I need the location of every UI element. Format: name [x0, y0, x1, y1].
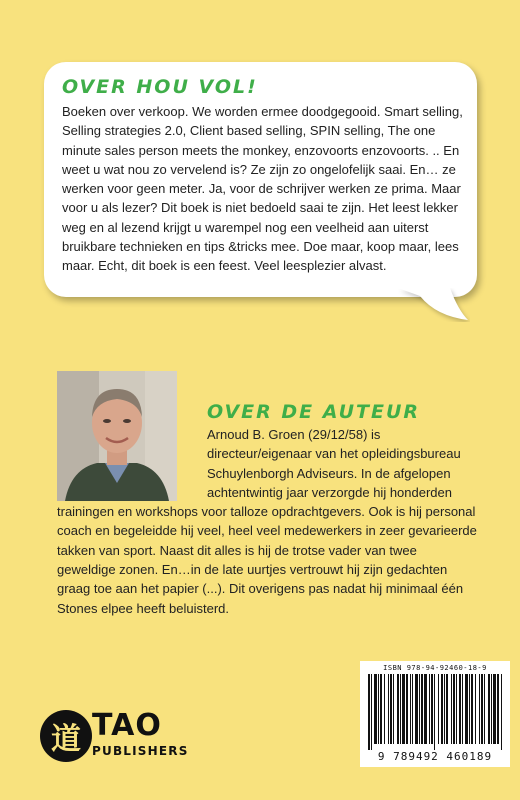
author-bio — [57, 425, 477, 618]
barcode-bar — [390, 674, 392, 744]
barcode-bar — [406, 674, 408, 744]
barcode-bar — [368, 674, 370, 750]
barcode-bar — [421, 674, 423, 744]
barcode-bar — [419, 674, 420, 744]
barcode-bar — [493, 674, 496, 744]
isbn-label: ISBN 978-94-92460-18-9 — [383, 664, 487, 672]
barcode-bar — [393, 674, 394, 744]
barcode-bar — [434, 674, 435, 750]
barcode-bar — [497, 674, 499, 744]
barcode-bar — [429, 674, 430, 744]
barcode-bar — [400, 674, 401, 744]
author-title: OVER DE AUTEUR — [207, 401, 421, 423]
isbn-barcode — [360, 661, 510, 767]
barcode-bar — [424, 674, 427, 744]
speech-bubble-tail — [398, 288, 470, 322]
author-bio-text: Arnoud B. Groen (29/12/58) is directeur/eigenaar van het opleidingsbureau Schuylenborgh Adviseurs. In de afgelopen achtentwintig jaar verzorgde hij honderden trainingen en workshops voor talloze opdrachtgevers. Ook is hij personal coach en begeleidde hij veel, heel veel medewerkers in zeer gevarieerde takken van sport. Naast dit alles is hij de trotse vader van twee geweldige zonen. En…in de late uurtjes vertrouwt hij zijn gedachten graag toe aan het papier (...). Dit overigens pas nadat hij minimaal één Stones elpee heeft beluisterd. — [57, 427, 477, 616]
barcode-bar — [479, 674, 480, 744]
barcode-bar — [397, 674, 399, 744]
publisher-subtitle: PUBLISHERS — [92, 744, 189, 758]
barcode-bar — [488, 674, 490, 744]
barcode-bar — [444, 674, 445, 744]
barcode-bar — [462, 674, 463, 744]
barcode-bar — [471, 674, 473, 744]
blurb-speech-bubble — [44, 62, 477, 297]
barcode-bar — [438, 674, 439, 744]
barcode-bar — [402, 674, 405, 744]
barcode-bar — [371, 674, 372, 750]
blurb-title: OVER HOU VOL! — [62, 76, 258, 98]
blurb-text: Boeken over verkoop. We worden ermee doodgegooid. Smart selling, Selling strategies 2.0, Client based selling, SPIN selling, The one minute sales person meets the monkey, enzovoorts enzovoorts. .. En weet u wat nou zo vervelend is? Ze zijn zo ongelofelijk saai. En… ze werken voor geen meter. Ja, voor de schrijver werken ze prima. Maar voor u als lezer? Dit boek is niet bedoeld saai te zijn. Het leest lekker weg en al lezend krijgt u warempel nog een veelheid aan uiterst bruikbare technieken en tips &tricks mee. Doe maar, koop maar, lees maar. Echt, dit boek is een feest. Veel leesplezier alvast. — [62, 104, 463, 274]
barcode-bar — [501, 674, 502, 750]
barcode-bar — [384, 674, 385, 744]
barcode-bar — [491, 674, 492, 744]
publisher-mark: 道 — [40, 710, 92, 762]
barcode-bar — [378, 674, 379, 744]
barcode-bar — [459, 674, 461, 744]
barcode-bar — [412, 674, 413, 744]
barcode-bars — [366, 674, 504, 750]
barcode-bar — [456, 674, 457, 744]
barcode-bar — [484, 674, 485, 744]
barcode-bar — [415, 674, 418, 744]
barcode-bar — [469, 674, 470, 744]
barcode-bar — [481, 674, 483, 744]
barcode-bar — [453, 674, 455, 744]
barcode-bar — [431, 674, 433, 744]
barcode-number: 9 789492 460189 — [377, 750, 493, 763]
barcode-bar — [465, 674, 468, 744]
barcode-bar — [410, 674, 411, 744]
photo-text-gap — [57, 425, 207, 501]
publisher-logo — [40, 710, 230, 772]
barcode-bar — [441, 674, 443, 744]
barcode-bar — [374, 674, 377, 744]
publisher-name: TAO — [92, 708, 162, 743]
barcode-bar — [475, 674, 476, 744]
barcode-bar — [451, 674, 452, 744]
barcode-bar — [388, 674, 389, 744]
barcode-bar — [380, 674, 382, 744]
barcode-bar — [446, 674, 448, 744]
